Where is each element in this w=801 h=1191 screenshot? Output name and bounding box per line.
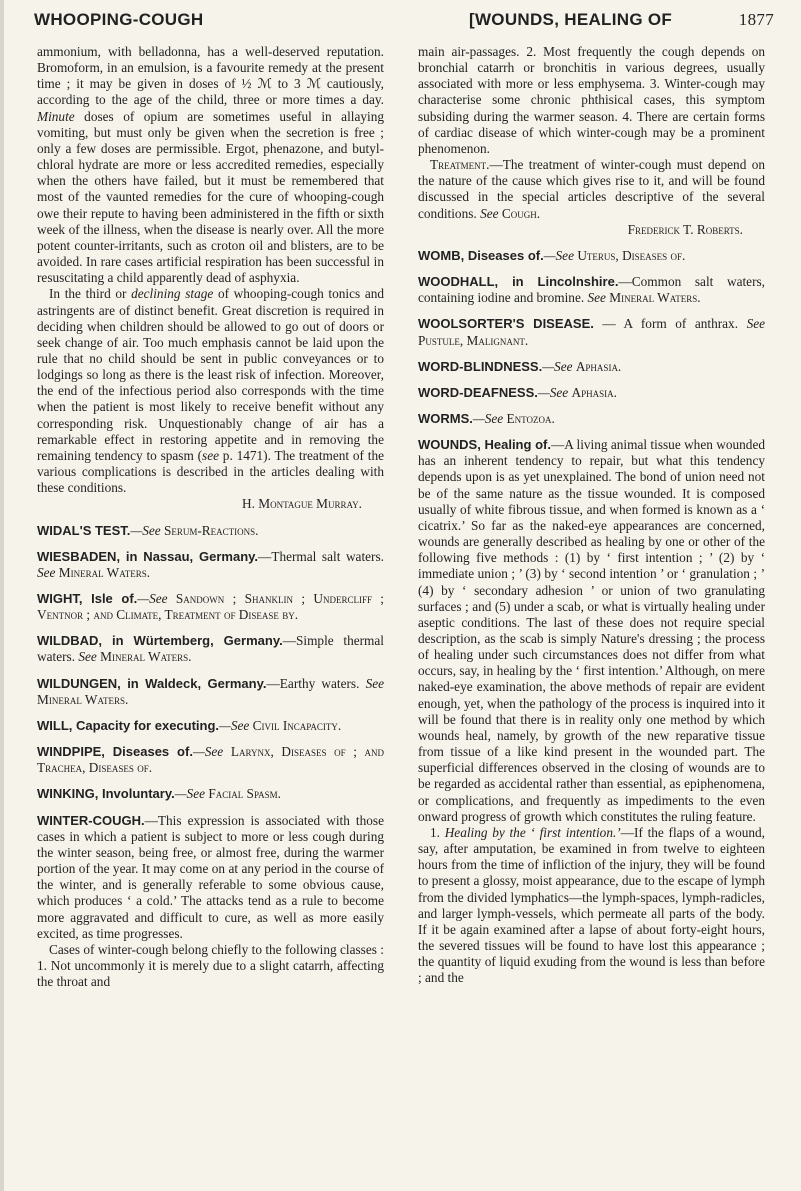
entry-text: —Thermal salt waters. xyxy=(258,548,384,564)
entry-woolsorter xyxy=(418,316,765,348)
entry-word-blindness xyxy=(418,359,765,375)
cross-reference: Cough. xyxy=(498,205,541,221)
entry-worms xyxy=(418,411,765,427)
text-italic: Healing by the ‘ first intention.’ xyxy=(444,824,621,840)
entry-headword: WORD-DEAFNESS. xyxy=(418,384,538,400)
see-label: —See xyxy=(192,744,231,760)
see-label: —See xyxy=(219,717,253,733)
paragraph xyxy=(37,44,384,286)
right-column xyxy=(418,44,765,986)
text: p. 1471). The treatment of the various complications is described in the articles dealing with these conditions. xyxy=(37,447,384,496)
entry-headword: WOOLSORTER'S DISEASE. xyxy=(418,316,594,332)
cross-reference: Mineral Waters. xyxy=(58,564,151,580)
entry-headword: WILL, Capacity for executing. xyxy=(37,717,220,733)
page-number: 1877 xyxy=(738,10,774,29)
text: —The treatment of winter-cough must depend on the nature of the cause which gives rise to it, and will be found discussed in the special articles descriptive of the several conditions. xyxy=(418,157,765,221)
see-label: See xyxy=(480,205,499,221)
see-label: —See xyxy=(130,522,164,538)
entry-headword: WOODHALL, in Lincolnshire. xyxy=(418,274,619,290)
see-label: —See xyxy=(542,358,576,374)
cross-reference: Aphasia. xyxy=(571,384,617,400)
paragraph: main air-passages. 2. Most frequently the cough depends on bronchial catarrh or bronchitis in various degrees, usually associated with more or less emphysema. 3. Winter-cough may characterise some chronic phthisical cases, this symptom subsiding during the warmer season. 4. There are certain forms of cardiac disease of which winter-cough may be a prominent phenomenon. xyxy=(418,44,765,156)
cross-reference: Mineral Waters. xyxy=(609,290,701,306)
text: In the third or xyxy=(49,286,132,302)
entry-wildungen xyxy=(37,676,384,708)
see-label: See xyxy=(78,649,101,665)
cross-reference: Mineral Waters. xyxy=(100,649,192,665)
entry-headword: WILDUNGEN, in Waldeck, Germany. xyxy=(37,675,267,691)
entry-windpipe xyxy=(37,744,384,776)
cross-reference: Uterus, Diseases of. xyxy=(577,247,686,263)
entry-word-deafness xyxy=(418,385,765,401)
scan-edge xyxy=(0,0,4,1191)
text-italic: Minute xyxy=(37,108,75,124)
author-signature: Frederick T. Roberts. xyxy=(627,221,743,237)
cross-reference: Entozoa. xyxy=(506,410,555,426)
entry-widal xyxy=(37,523,384,539)
entry-text: —A living animal tissue when wounded has an inherent tendency to repair, but what this tendency depends upon is as yet unexplained. The bond of union need not be of the same nature as the tissue wounded. It is composed usually of white fibrous tissue, and when formed is known as a ‘ cicatrix.’ So far as the naked-eye appearances are concerned, wounds are generally described as healing by one or other of the following five methods : (1) by ‘ first intention ; ’ (2) by ‘ immediate union ; ’ (3) by ‘ second intention ’ or ‘ granulation ; ’ (4) by ‘ secondary adhesion ’ or union of two granulating surfaces ; and (5) under a scab, or what is virtually healing under aseptic conditions. The last of these does not require special description, as the scab is simply Nature's dressing ; the process of healing under such circumstances does not differ from what occurs, say, in healing by the ‘ first intention.’ Although, on mere naked-eye examination, the above methods of repair are evident enough, yet, when the pathology of the process is inquired into it will be found that there is in reality only one method by which wounds heal, namely, by growth of the new reparative tissue from tissue of a like kind present in the wounded part. The superficial differences observed in the closing of wounds are to be regarded as accidental rather than essential, as epiphenomena, or complications, and frequently as impediments to the even onward progress of growth which constitutes the ruling feature. xyxy=(418,437,765,824)
entry-headword: WINKING, Involuntary. xyxy=(37,786,175,802)
see-label: See xyxy=(365,675,385,691)
cross-reference: Sandown ; Shanklin ; Undercliff ; Ventnor ; and Climate, Treatment of Disease by. xyxy=(37,591,384,623)
header-left-title: WHOOPING-COUGH xyxy=(34,10,204,29)
entry-headword: WINDPIPE, Diseases of. xyxy=(37,744,193,760)
entry-headword: WOMB, Diseases of. xyxy=(418,247,544,263)
see-label: —See xyxy=(472,410,507,426)
paragraph xyxy=(418,157,765,222)
see-label: See xyxy=(37,564,59,580)
entry-text: —This expression is associated with those cases in which a patient is subject to more or less cough during the winter season, being free, or almost free, during the warmer portion of the year. It may come on at any period in the course of the winter, and is generally referable to some obvious cause, which produces ‘ a cold.’ The attacks tend as a rule to become more aggravated and difficult to cure, as well as more easily excited, as time progresses. xyxy=(37,812,384,941)
text-italic: declining stage xyxy=(131,286,214,302)
cross-reference: Serum-Reactions. xyxy=(163,522,259,538)
entry-text: — A form of anthrax. xyxy=(593,316,747,332)
cross-reference: Facial Spasm. xyxy=(208,786,281,802)
text: —If the flaps of a wound, say, after amputation, be examined in from twelve to eighteen hours from the time of infliction of the injury, they will be found to present a glossy, moist appearance, due to the escape of lymph from the divided lymphatics—the lymph-spaces, lymph-radicles, and larger lymph-vessels, which permeate all parts of the body. If it be again examined after a lapse of about forty-eight hours, the severed tissues will be found to have lost this appearance ; the quantity of liquid exuding from the wound is less than before ; and the xyxy=(418,824,766,986)
entry-wildbad xyxy=(37,633,384,665)
header-right-title: [WOUNDS, HEALING OF xyxy=(469,10,673,29)
entry-wight xyxy=(37,591,384,623)
see-label: See xyxy=(587,290,610,306)
entry-text: —Common salt waters, containing iodine and bromine. xyxy=(418,274,765,306)
text: ammonium, with belladonna, has a well-deserved reputation. Bromoform, in an emulsion, is a favourite remedy at the present time ; it may be given in doses of ½ ℳ to 3 ℳ cautiously, according to the age of the child, three or more times a day. xyxy=(37,44,384,108)
left-column xyxy=(37,44,384,990)
entry-headword: WIGHT, Isle of. xyxy=(37,591,138,606)
text: 1. xyxy=(430,824,445,840)
author-signature: H. Montague Murray. xyxy=(242,496,362,512)
entry-text: —Earthy waters. xyxy=(266,675,366,691)
cross-reference: Mineral Waters. xyxy=(37,691,129,707)
entry-text: —Simple thermal waters. xyxy=(37,633,384,665)
paragraph xyxy=(418,825,765,987)
see-label: See xyxy=(746,316,766,332)
entry-headword: WILDBAD, in Würtemberg, Germany. xyxy=(37,633,283,649)
see-label: —See xyxy=(174,786,209,802)
text: doses of opium are sometimes useful in allaying vomiting, but must only be given when the secretion is free ; only a few doses are permissible. Ergot, phenazone, and butyl-chloral hydrate are more or less accredited remedies, especially when the others have failed, but it must be remembered that most of the vaunted remedies for the cure of whooping-cough owe their repute to having been administered in the fifth or sixth week of the illness, when the disease is nearly over. All the more potent counter-irritants, such as croton oil and blisters, are to be avoided. In rare cases artificial respiration has been successful in resuscitating a child apparently dead of asphyxia. xyxy=(37,108,384,286)
entry-headword: WORMS. xyxy=(418,410,473,426)
entry-headword: WIDAL'S TEST. xyxy=(37,522,131,538)
entry-wiesbaden xyxy=(37,549,384,581)
running-header xyxy=(34,10,774,36)
cross-reference: Larynx, Diseases of ; and Trachea, Diseases of. xyxy=(37,744,384,776)
section-label: Treatment. xyxy=(430,157,490,173)
entry-will xyxy=(37,718,384,734)
entry-headword: WIESBADEN, in Nassau, Germany. xyxy=(37,548,259,564)
see-label: —See xyxy=(537,384,572,400)
paragraph xyxy=(37,286,384,496)
entry-winter-cough xyxy=(37,813,384,942)
cross-reference: Aphasia. xyxy=(575,358,622,374)
entry-headword: WORD-BLINDNESS. xyxy=(418,358,543,374)
text-italic: see xyxy=(202,447,220,463)
entry-headword: WOUNDS, Healing of. xyxy=(418,437,551,453)
entry-headword: WINTER-COUGH. xyxy=(37,812,145,828)
cross-reference: Pustule, Malignant. xyxy=(418,332,529,348)
cross-reference: Civil Incapacity. xyxy=(252,717,342,733)
entry-womb xyxy=(418,248,765,264)
see-label: —See xyxy=(543,247,578,263)
text: of whooping-cough tonics and astringents are of distinct benefit. Great discretion is required in deciding when children should be allowed to go out of doors or seek change of air. Too much emphasis cannot be laid upon the rule that no child should be sent in public conveyances or to lodgings so long as there is the least risk of infection. Moreover, the end of the infectious period also corresponds with the time when the patient is most likely to receive benefit without any corresponding risk. Unquestionably change of air has a remarkable effect in restoring appetite and in removing the remaining tendency to spasm ( xyxy=(37,286,385,463)
see-label: —See xyxy=(137,591,176,606)
entry-woodhall xyxy=(418,274,765,306)
paragraph: Cases of winter-cough belong chiefly to the following classes : 1. Not uncommonly it is merely due to a slight catarrh, affecting the throat and xyxy=(37,941,384,990)
entry-winking xyxy=(37,786,384,802)
entry-wounds-healing xyxy=(418,437,765,825)
